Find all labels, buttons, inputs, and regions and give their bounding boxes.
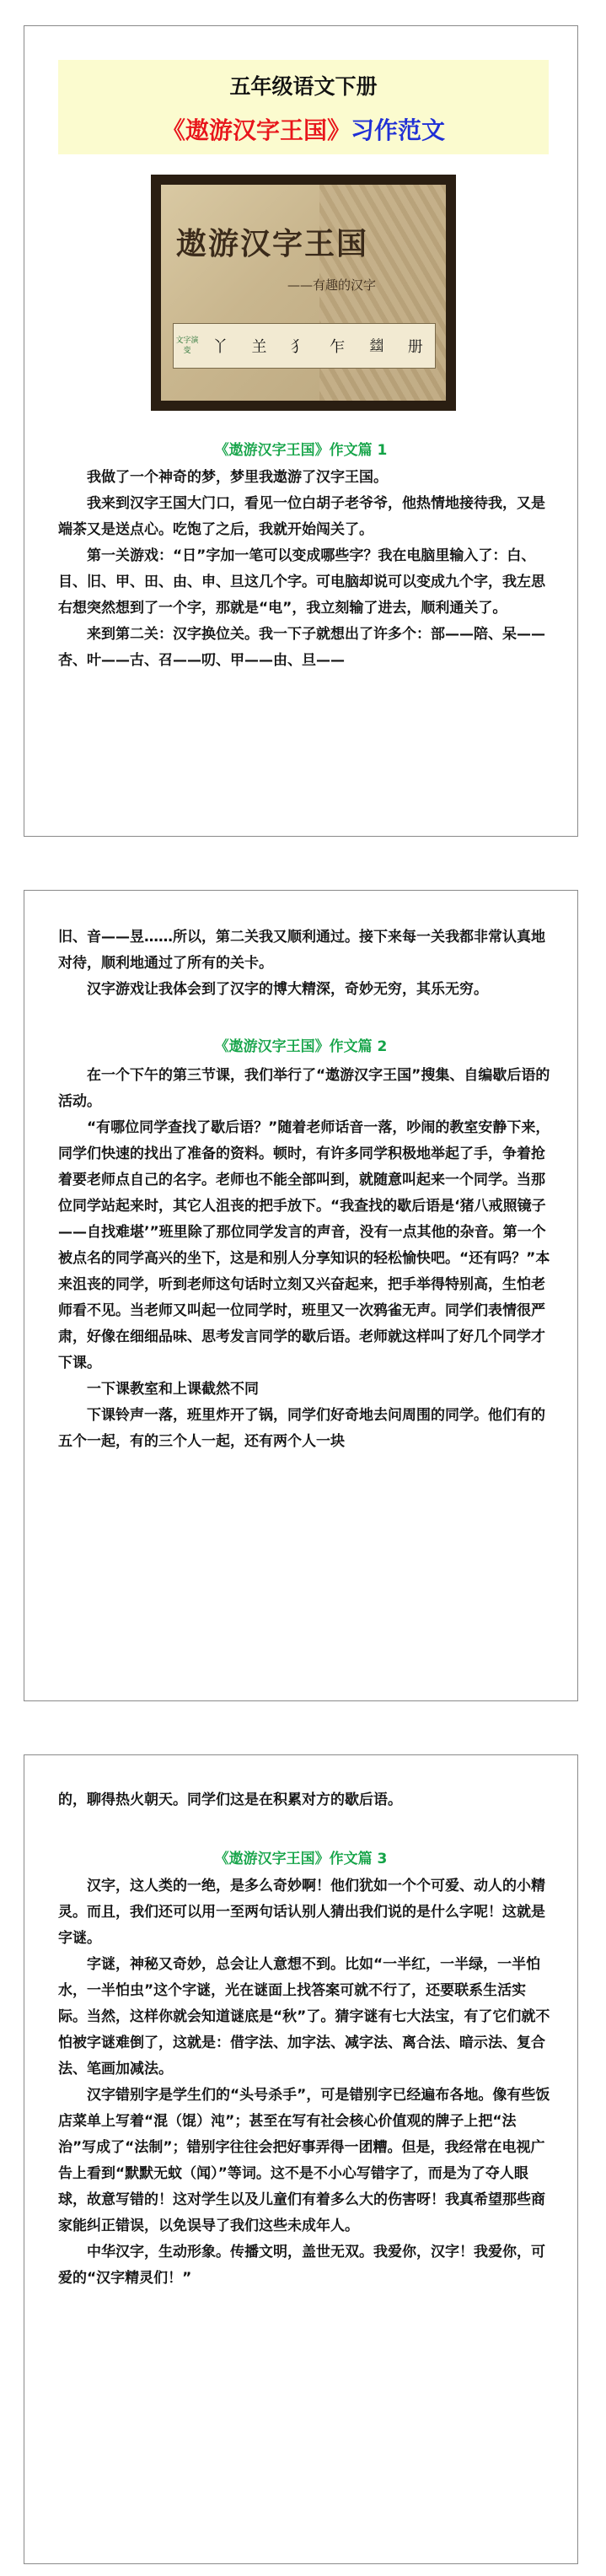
paragraph: 的，聊得热火朝天。同学们这是在积累对方的歇后语。 — [58, 1792, 402, 1808]
paragraph: 字谜，神秘又奇妙，总会让人意想不到。比如“一半红，一半绿，一半怕水，一半怕虫”这个字谜，光在谜面上找答案可就不行了，还要联系生活实际。当然，这样你就会知道谜底是“秋”了。猜字谜有七大法宝，有了它们就不怕被字谜难倒了，这就是：借字法、加字法、减字法、离合法、暗示法、复合法、笔画加减法。 — [58, 1956, 550, 2078]
page-title: 五年级语文下册 — [229, 74, 378, 99]
paragraph: 来到第二关：汉字换位关。我一下子就想出了许多个：部——陪、呆——杏、叶——古、召——叨、甲——由、旦—— — [58, 626, 545, 669]
ancient-glyph: 𦍌 — [251, 338, 267, 356]
paragraph: 汉字游戏让我体会到了汉字的博大精深，奇妙无穷，其乐无穷。 — [87, 981, 488, 998]
strip-label: 文字演变 — [175, 337, 199, 355]
glyph-evolution-strip — [173, 323, 436, 369]
essay-1-heading: 《遨游汉字王国》作文篇 1 — [214, 442, 388, 459]
ancient-glyph: 犭 — [290, 338, 306, 356]
subtitle-book-name: 《遨游汉字王国》 — [161, 116, 351, 144]
essay-1-body — [58, 465, 551, 674]
paragraph: 中华汉字，生动形象。传播文明，盖世无双。我爱你，汉字！我爱你，可爱的“汉字精灵们！” — [58, 2244, 545, 2287]
ancient-glyph: 册 — [407, 338, 423, 356]
paragraph: 在一个下午的第三节课，我们举行了“遨游汉字王国”搜集、自编歇后语的活动。 — [58, 1067, 550, 1110]
cover-title: 遨游汉字王国 — [176, 226, 369, 261]
page-3 — [24, 1754, 578, 2564]
paragraph: 汉字错别字是学生们的“头号杀手”，可是错别字已经遍布各地。像有些饭店菜单上写着“混（馄）沌”；甚至在写有社会核心价值观的牌子上把“法治”写成了“法制”；错别字往往会把好事弄得一团糟。但是，我经常在电视广告上看到“默默无蚊（闻）”等词。这不是不小心写错字了，而是为了夺人眼球，故意写错的！这对学生以及儿童们有着多么大的伤害呀！我真希望那些商家能纠正错误，以免误导了我们这些未成年人。 — [58, 2087, 550, 2234]
essay-2-body — [58, 1063, 551, 1455]
cover-subtitle: ——有趣的汉字 — [287, 278, 377, 293]
essay-3-body — [58, 1873, 551, 2292]
paragraph: 我来到汉字王国大门口，看见一位白胡子老爷爷，他热情地接待我，又是端茶又是送点心。吃饱了之后，我就开始闯关了。 — [58, 495, 545, 538]
paragraph: 一下课教室和上课截然不同 — [87, 1381, 259, 1398]
subtitle-suffix: 习作范文 — [351, 116, 446, 144]
paragraph: 旧、音——昱……所以，第二关我又顺利通过。接下来每一关我都非常认真地对待，顺利地通过了所有的关卡。 — [58, 929, 545, 972]
page-subtitle — [58, 112, 549, 146]
ancient-glyph: 𢇍 — [368, 337, 384, 355]
page-2 — [24, 890, 578, 1701]
cover-artwork — [161, 185, 446, 401]
page-1 — [24, 25, 578, 837]
essay-2-heading: 《遨游汉字王国》作文篇 2 — [214, 1038, 388, 1055]
ancient-glyph: 乍 — [330, 338, 346, 356]
essay-1-continued — [58, 924, 551, 1003]
paragraph: 汉字，这人类的一绝，是多么奇妙啊！他们犹如一个个可爱、动人的小精灵。而且，我们还可以用一至两句话认别人猜出我们说的是什么字呢！这就是字谜。 — [58, 1878, 545, 1947]
cover-image — [151, 175, 456, 411]
paragraph: 我做了一个神奇的梦，梦里我遨游了汉字王国。 — [87, 469, 388, 486]
paragraph: 下课铃声一落，班里炸开了锅，同学们好奇地去问周围的同学。他们有的五个一起，有的三个人一起，还有两个人一块 — [58, 1407, 545, 1450]
essay-3-heading: 《遨游汉字王国》作文篇 3 — [214, 1851, 388, 1867]
ancient-glyph: 丫 — [212, 338, 228, 356]
paragraph: 第一关游戏：“日”字加一笔可以变成哪些字？我在电脑里输入了：白、目、旧、甲、田、由、申、旦这几个字。可电脑却说可以变成九个字，我左思右想突然想到了一个字，那就是“电”，我立刻输了进去，顺利通关了。 — [58, 547, 545, 617]
essay-2-continued — [58, 1787, 551, 1813]
paragraph: “有哪位同学查找了歇后语？”随着老师话音一落，吵闹的教室安静下来，同学们快速的找出了准备的资料。顿时，有许多同学积极地举起了手，争着抢着要老师点自己的名字。老师也不能全部叫到，就随意叫起来一个同学。当那位同学站起来时，其它人沮丧的把手放下。“我查找的歇后语是‘猪八戒照镜子——自找难堪’”班里除了那位同学发言的声音，没有一点其他的杂音。第一个被点名的同学高兴的坐下，这是和别人分享知识的轻松愉快吧。“还有吗？”本来沮丧的同学，听到老师这句话时立刻又兴奋起来，把手举得特别高，生怕老师看不见。当老师又叫起一位同学时，班里又一次鸦雀无声。同学们表情很严肃，好像在细细品味、思考发言同学的歇后语。老师就这样叫了好几个同学才下课。 — [58, 1119, 550, 1372]
title-box — [58, 60, 549, 154]
